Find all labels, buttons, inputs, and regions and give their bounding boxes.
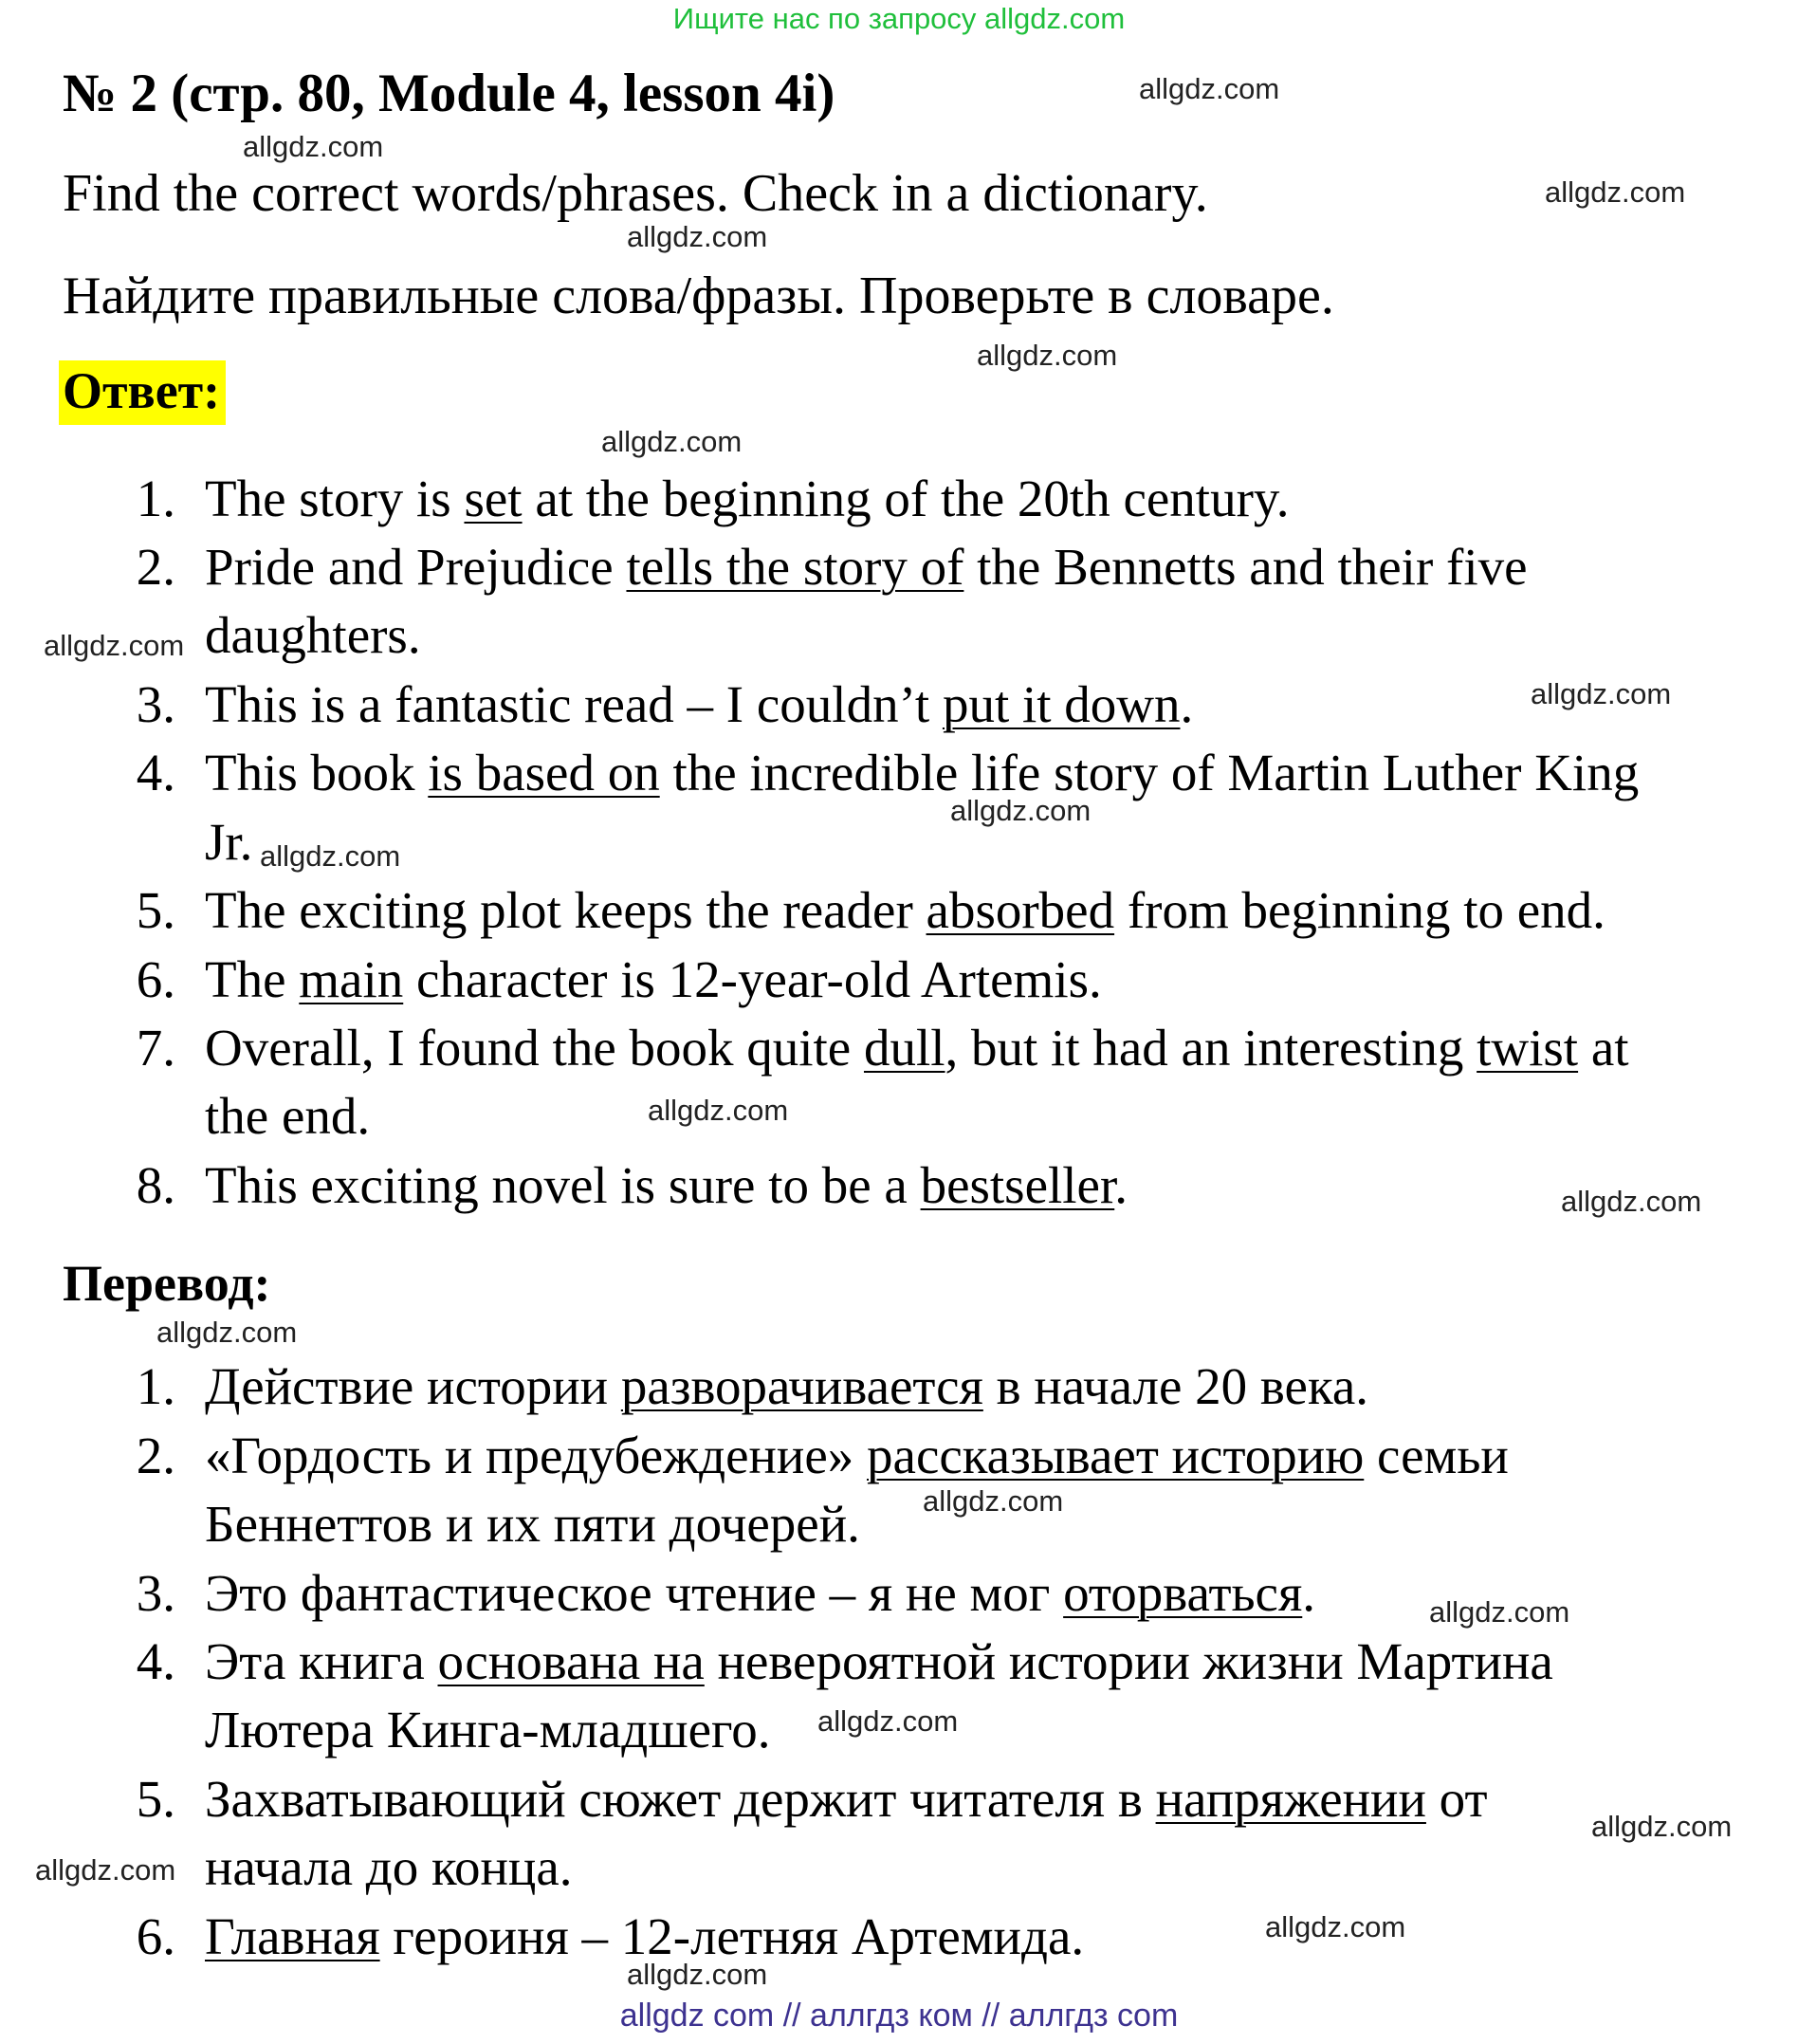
- answer-item-continuation: the end.: [205, 1087, 371, 1145]
- watermark: allgdz.com: [950, 794, 1092, 827]
- watermark: allgdz.com: [1545, 175, 1686, 209]
- list-number: 1.: [136, 1357, 175, 1415]
- watermark: allgdz.com: [1591, 1810, 1733, 1843]
- list-number: 5.: [136, 1770, 175, 1828]
- watermark: allgdz.com: [260, 839, 401, 873]
- watermark: allgdz.com: [44, 629, 185, 662]
- answer-label: Ответ:: [59, 360, 226, 425]
- translation-item: Захватывающий сюжет держит читателя в напряжении от: [205, 1770, 1488, 1828]
- watermark: allgdz.com: [1531, 677, 1672, 710]
- underlined-answer: dull: [863, 1019, 945, 1077]
- list-number: 3.: [136, 1564, 175, 1622]
- watermark: allgdz.com: [1139, 72, 1280, 105]
- list-number: 6.: [136, 950, 175, 1008]
- answer-item: Pride and Prejudice tells the story of the Bennetts and their five: [205, 538, 1528, 596]
- translation-item-continuation: Беннеттов и их пяти дочерей.: [205, 1495, 860, 1553]
- translation-item-continuation: начала до конца.: [205, 1838, 573, 1896]
- underlined-translation: напряжении: [1155, 1770, 1426, 1828]
- exercise-title: № 2 (стр. 80, Module 4, lesson 4i): [63, 64, 835, 123]
- watermark: allgdz.com: [156, 1316, 298, 1349]
- underlined-answer: twist: [1477, 1019, 1579, 1077]
- watermark: allgdz.com: [977, 339, 1118, 372]
- promo-banner: Ищите нас по запросу allgdz.com: [672, 2, 1126, 35]
- watermark: allgdz.com: [923, 1484, 1064, 1518]
- answer-item-continuation: daughters.: [205, 606, 421, 664]
- answer-item-continuation: Jr.: [205, 813, 253, 871]
- list-number: 4.: [136, 1632, 175, 1690]
- instruction-english: Find the correct words/phrases. Check in a dictionary.: [63, 164, 1208, 223]
- footer-watermark: allgdz com // аллгдз ком // аллгдз com: [619, 1998, 1179, 2034]
- answer-item: Overall, I found the book quite dull, but it had an interesting twist at: [205, 1019, 1629, 1077]
- watermark: allgdz.com: [601, 425, 743, 458]
- translation-label: Перевод:: [63, 1255, 271, 1312]
- list-number: 3.: [136, 675, 175, 733]
- list-number: 5.: [136, 881, 175, 939]
- underlined-answer: tells the story of: [626, 538, 964, 596]
- list-number: 2.: [136, 538, 175, 596]
- underlined-translation: основана на: [437, 1632, 705, 1690]
- translation-item-continuation: Лютера Кинга-младшего.: [205, 1701, 771, 1759]
- translation-item: Действие истории разворачивается в начале 20 века.: [205, 1357, 1368, 1415]
- instruction-russian: Найдите правильные слова/фразы. Проверьте в словаре.: [63, 267, 1334, 325]
- list-number: 8.: [136, 1156, 175, 1214]
- underlined-answer: absorbed: [926, 881, 1115, 939]
- answer-item: The exciting plot keeps the reader absorbed from beginning to end.: [205, 881, 1605, 939]
- list-number: 7.: [136, 1019, 175, 1077]
- translation-item: «Гордость и предубеждение» рассказывает историю семьи: [205, 1427, 1509, 1484]
- watermark: allgdz.com: [817, 1704, 959, 1738]
- list-number: 6.: [136, 1907, 175, 1965]
- watermark: allgdz.com: [243, 130, 384, 163]
- underlined-answer: put it down: [942, 675, 1181, 733]
- translation-item: Главная героиня – 12-летняя Артемида.: [205, 1907, 1085, 1965]
- list-number: 1.: [136, 470, 175, 527]
- answer-item: This exciting novel is sure to be a bestseller.: [205, 1156, 1128, 1214]
- watermark: allgdz.com: [648, 1094, 789, 1127]
- underlined-translation: рассказывает историю: [867, 1427, 1365, 1484]
- watermark: allgdz.com: [1265, 1910, 1406, 1943]
- underlined-answer: main: [299, 950, 404, 1008]
- underlined-translation: оторваться: [1063, 1564, 1303, 1622]
- answer-item: This book is based on the incredible life story of Martin Luther King: [205, 744, 1640, 801]
- answer-item: This is a fantastic read – I couldn’t put it down.: [205, 675, 1194, 733]
- list-number: 4.: [136, 744, 175, 801]
- underlined-answer: is based on: [428, 744, 660, 801]
- underlined-answer: set: [464, 470, 523, 527]
- underlined-translation: разворачивается: [620, 1357, 983, 1415]
- underlined-answer: bestseller: [920, 1156, 1115, 1214]
- answer-item: The main character is 12-year-old Artemis.: [205, 950, 1102, 1008]
- watermark: allgdz.com: [627, 1958, 768, 1991]
- translation-item: Эта книга основана на невероятной истории жизни Мартина: [205, 1632, 1553, 1690]
- watermark: allgdz.com: [1561, 1185, 1702, 1218]
- watermark: allgdz.com: [627, 220, 768, 253]
- watermark: allgdz.com: [35, 1853, 176, 1887]
- list-number: 2.: [136, 1427, 175, 1484]
- watermark: allgdz.com: [1429, 1595, 1570, 1629]
- translation-item: Это фантастическое чтение – я не мог оторваться.: [205, 1564, 1316, 1622]
- underlined-translation: Главная: [205, 1907, 380, 1965]
- answer-item: The story is set at the beginning of the 20th century.: [205, 470, 1290, 527]
